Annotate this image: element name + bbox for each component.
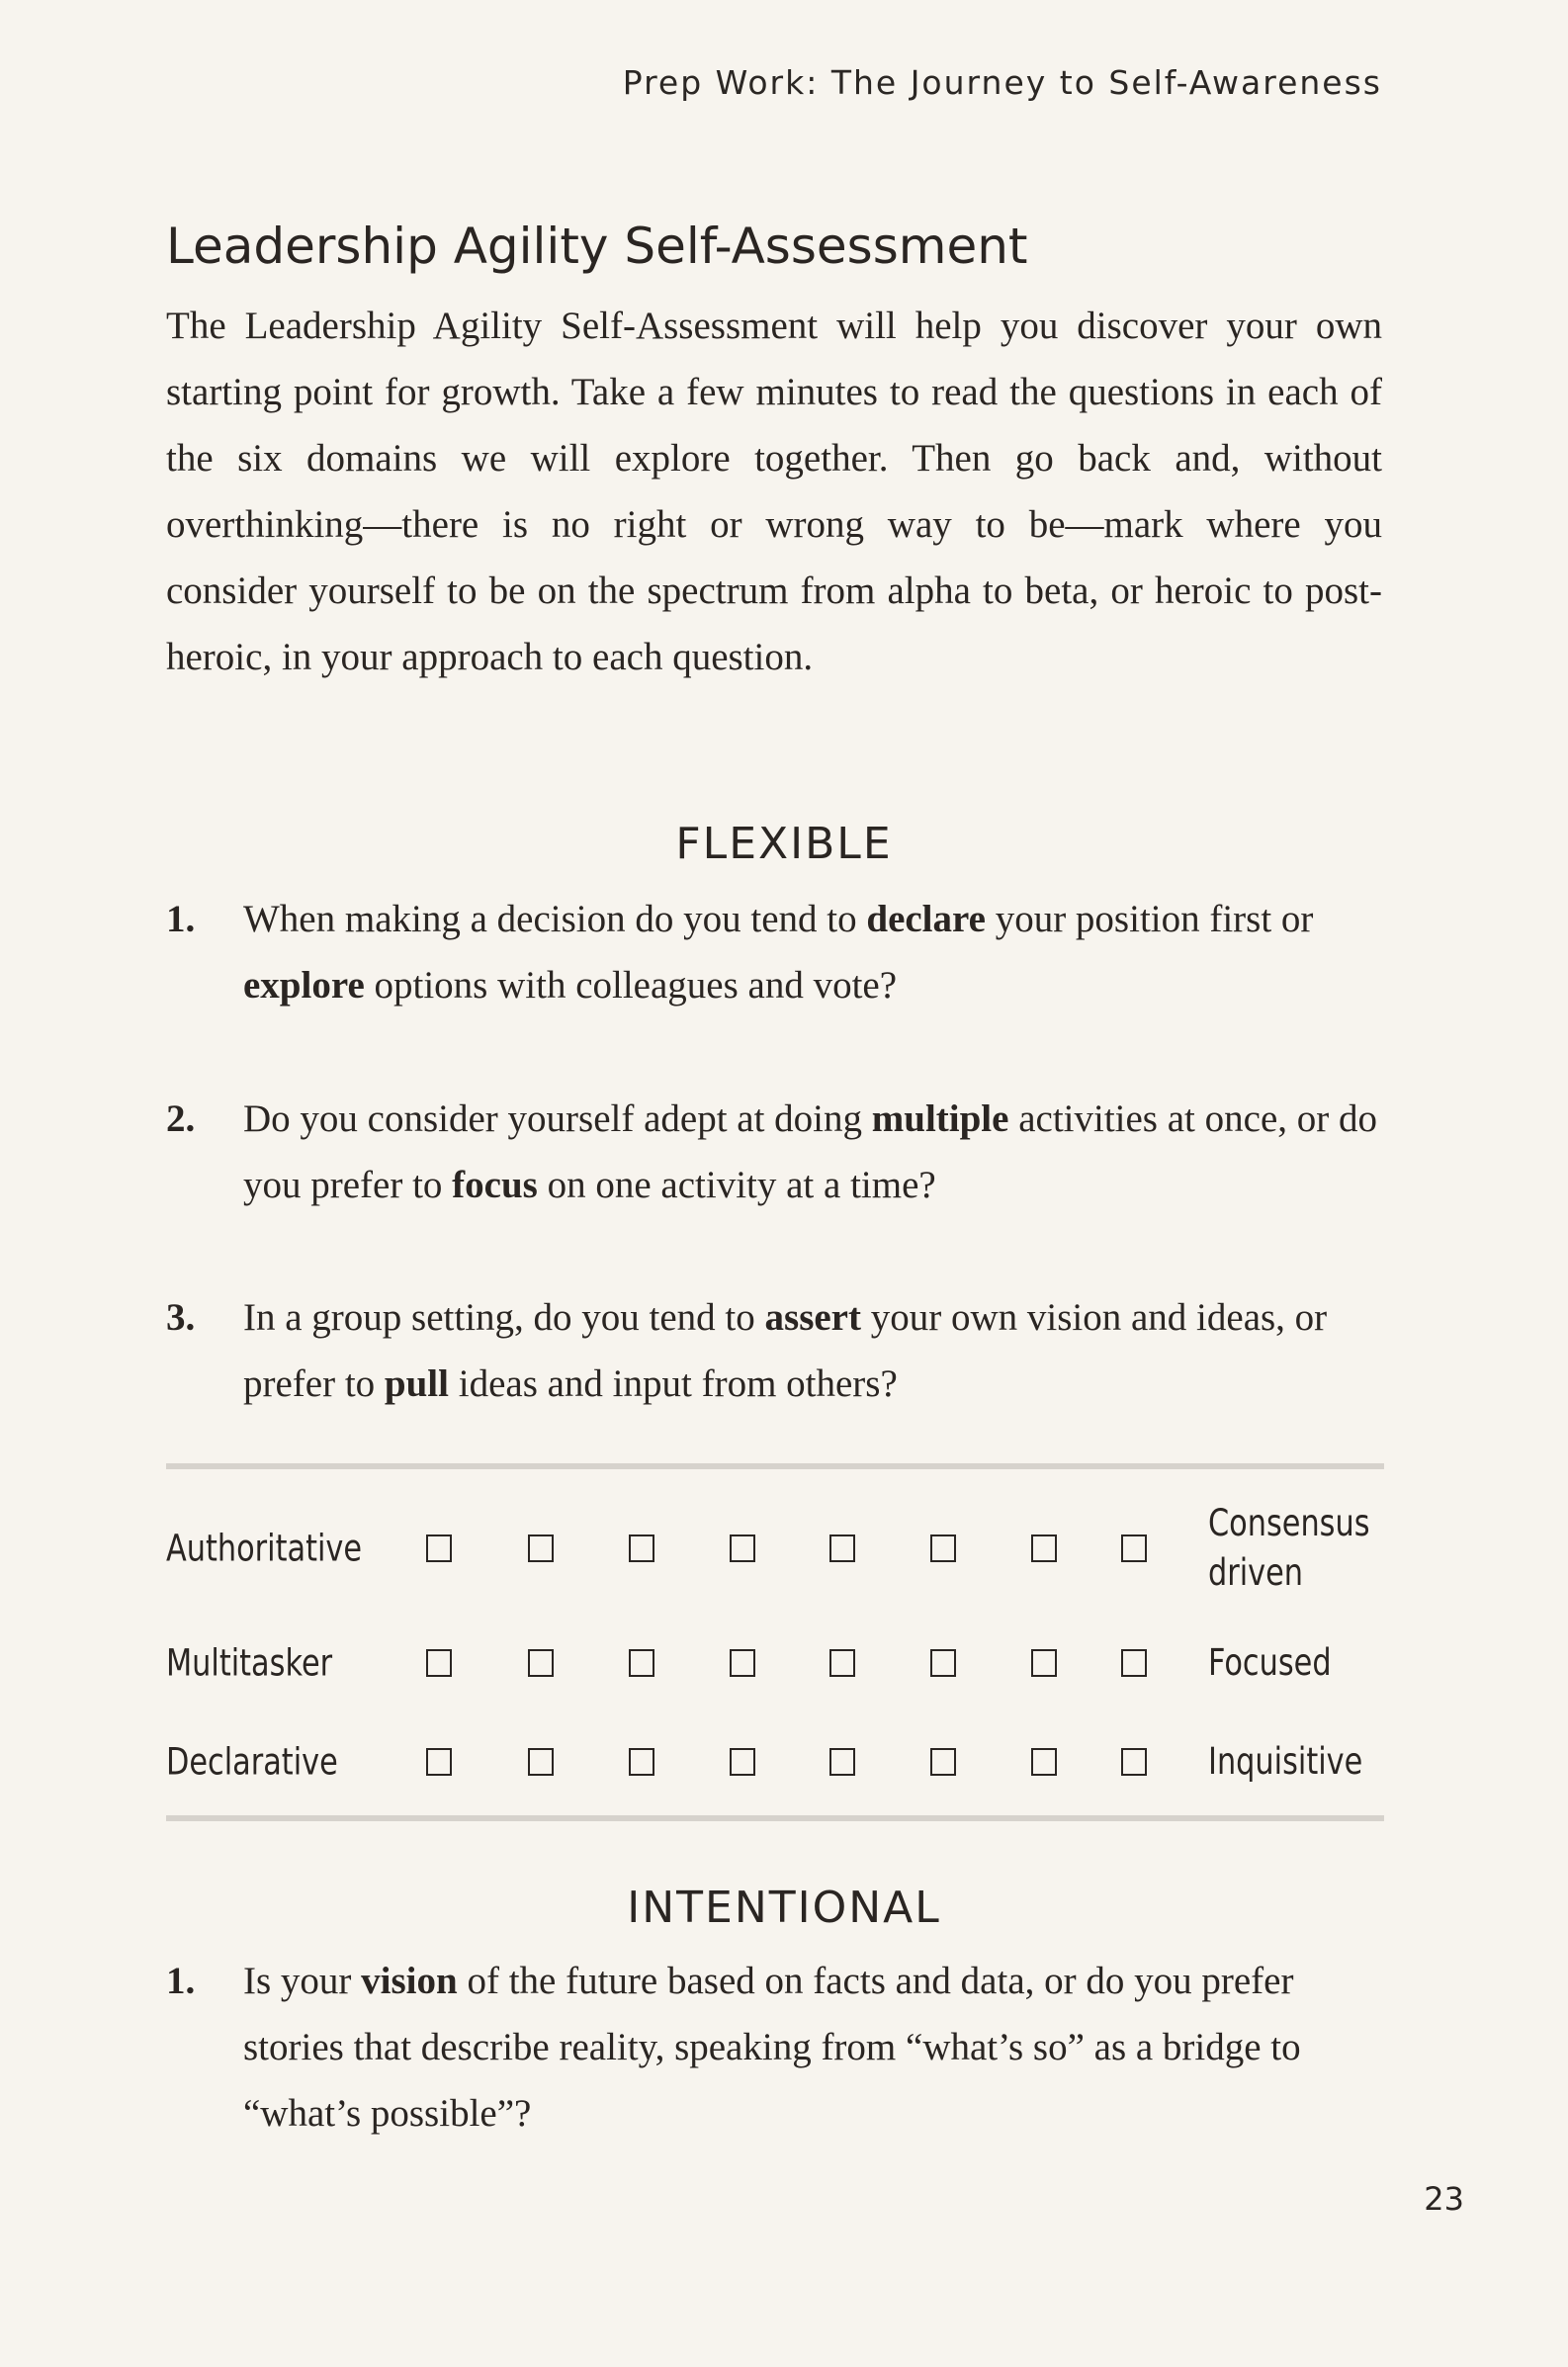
rating-checkbox[interactable] (629, 1534, 654, 1562)
divider-top (166, 1463, 1384, 1469)
section-heading-flexible: FLEXIBLE (675, 819, 893, 869)
question-number: 1. (166, 1960, 196, 2002)
scale-left-label: Declarative (166, 1740, 338, 1784)
rating-checkbox[interactable] (528, 1534, 554, 1562)
keyword: explore (243, 964, 365, 1007)
rating-checkbox[interactable] (829, 1748, 855, 1776)
question-text: Do you consider yourself adept at doing multiple activities at once, or do you prefer to focus on one activity at a time? (243, 1097, 1377, 1206)
page-title: Leadership Agility Self-Assessment (166, 218, 1028, 275)
intro-paragraph: The Leadership Agility Self-Assessment will help you discover your own starting point for growth. Take a few minutes to read the questions in each of the six domains we will explore together. Then go back and, without overthinking—there is no right or wrong way to be—mark where you consider yourself to be on the spectrum from alpha to beta, or heroic to post-heroic, in your approach to each question. (166, 305, 1382, 678)
question-text: When making a decision do you tend to declare your position first or explore options with colleagues and vote? (243, 898, 1314, 1007)
page-number: 23 (1424, 2180, 1464, 2218)
question-number: 1. (166, 898, 196, 940)
rating-checkbox[interactable] (1031, 1534, 1057, 1562)
question-text: In a group setting, do you tend to assert your own vision and ideas, or prefer to pull ideas and input from others? (243, 1296, 1328, 1405)
scale-row-declarative (166, 1722, 1384, 1801)
scale-row-authoritative (166, 1502, 1384, 1594)
scale-right-label: Inquisitive (1208, 1740, 1363, 1783)
keyword: assert (764, 1296, 861, 1339)
rating-checkbox[interactable] (730, 1649, 755, 1677)
rating-checkbox[interactable] (930, 1748, 956, 1776)
scale-right-label: Focused (1208, 1641, 1332, 1684)
rating-checkbox[interactable] (829, 1649, 855, 1677)
keyword: multiple (871, 1097, 1009, 1140)
rating-checkbox[interactable] (1121, 1649, 1147, 1677)
rating-checkbox[interactable] (426, 1534, 452, 1562)
scale-left-label: Multitasker (166, 1641, 333, 1685)
question-number: 2. (166, 1097, 196, 1140)
flexible-question-1 (166, 886, 1392, 1018)
scale-row-multitasker (166, 1623, 1384, 1703)
rating-checkbox[interactable] (730, 1534, 755, 1562)
rating-checkbox[interactable] (930, 1534, 956, 1562)
rating-checkbox[interactable] (1121, 1748, 1147, 1776)
rating-checkbox[interactable] (629, 1748, 654, 1776)
keyword: declare (866, 898, 986, 940)
rating-checkbox[interactable] (930, 1649, 956, 1677)
rating-checkbox[interactable] (730, 1748, 755, 1776)
rating-checkbox[interactable] (1121, 1534, 1147, 1562)
divider-bottom (166, 1815, 1384, 1821)
intentional-question-1 (166, 1948, 1392, 2147)
rating-checkbox[interactable] (629, 1649, 654, 1677)
rating-checkbox[interactable] (1031, 1649, 1057, 1677)
question-number: 3. (166, 1296, 196, 1339)
scale-left-label: Authoritative (166, 1527, 363, 1570)
running-head: Prep Work: The Journey to Self-Awareness (622, 63, 1382, 102)
rating-checkbox[interactable] (426, 1649, 452, 1677)
scale-right-label: Consensus driven (1208, 1502, 1370, 1594)
rating-checkbox[interactable] (829, 1534, 855, 1562)
section-heading-intentional: INTENTIONAL (627, 1883, 941, 1933)
flexible-question-2 (166, 1086, 1392, 1218)
rating-checkbox[interactable] (426, 1748, 452, 1776)
flexible-question-3 (166, 1284, 1392, 1417)
keyword: focus (452, 1164, 538, 1206)
keyword: vision (361, 1960, 458, 2002)
rating-checkbox[interactable] (528, 1649, 554, 1677)
keyword: pull (384, 1362, 449, 1405)
rating-checkbox[interactable] (1031, 1748, 1057, 1776)
rating-checkbox[interactable] (528, 1748, 554, 1776)
question-text: Is your vision of the future based on facts and data, or do you prefer stories that describe reality, speaking from “what’s so” as a bridge to “what’s possible”? (243, 1960, 1301, 2135)
